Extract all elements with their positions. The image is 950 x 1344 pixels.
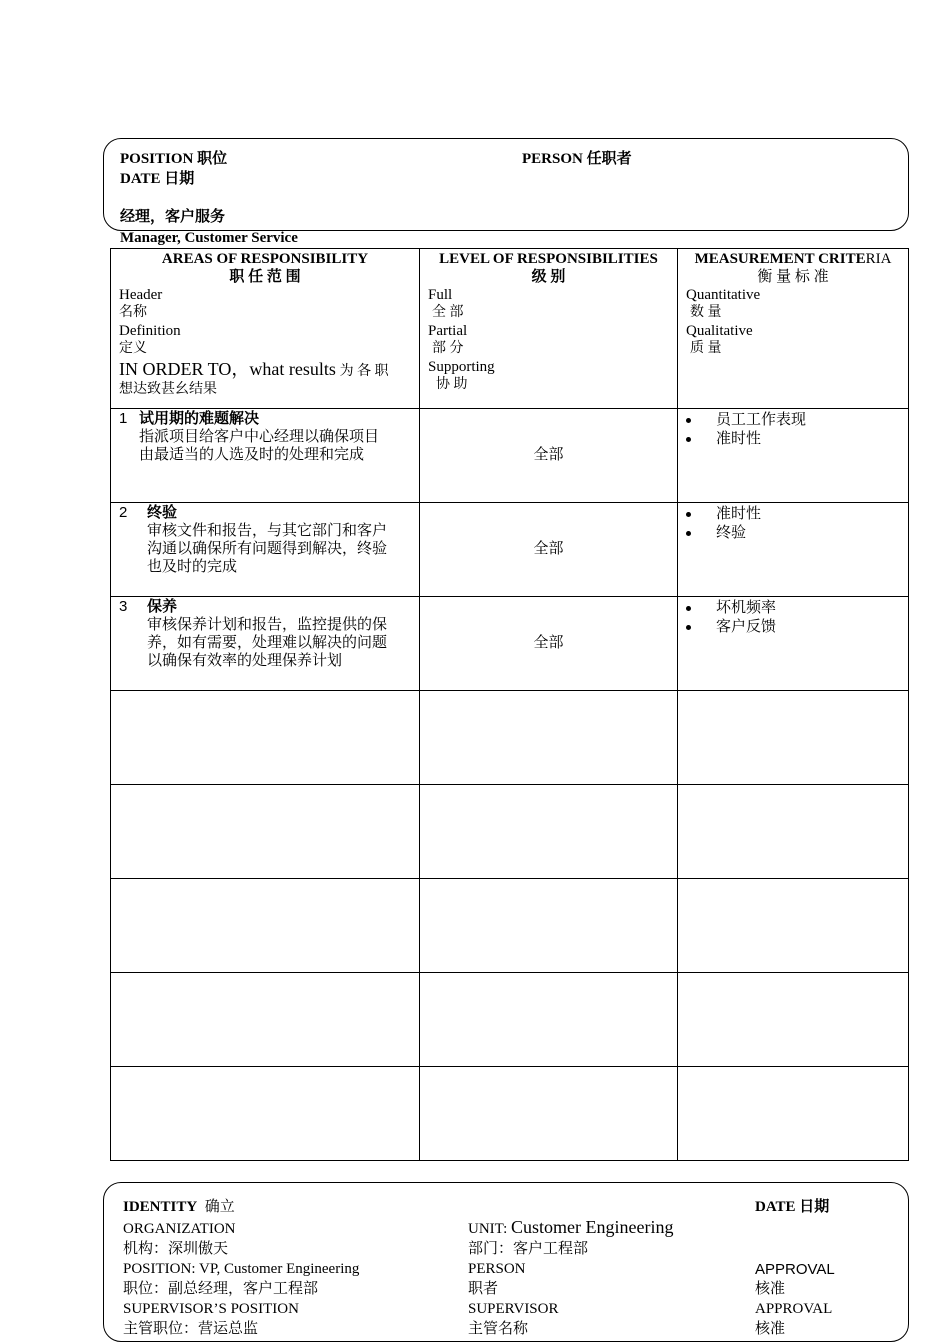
level-cell (420, 503, 678, 597)
empty-row (111, 973, 909, 1067)
table-header-row (111, 249, 909, 409)
criteria-text: 终验 (716, 525, 747, 541)
criteria-list (678, 597, 908, 637)
identity-label: IDENTITY (123, 1199, 198, 1215)
criteria-text: 准时性 (716, 431, 762, 447)
table-row (111, 503, 909, 597)
level-title-cn: 级 别 (531, 269, 566, 285)
bullet-icon (686, 625, 691, 630)
inorder-cn2: 想达致甚幺结果 (119, 382, 217, 397)
empty-row (111, 785, 909, 879)
item-desc-line: 审核保养计划和报告，监控提供的保 (147, 617, 388, 633)
date-label: DATE 日期 (120, 171, 195, 187)
criteria-text: 准时性 (716, 506, 762, 522)
approval-en: APPROVAL (755, 1261, 835, 1278)
areas-title-cn: 职 任 范 围 (229, 269, 301, 285)
identity-cn: 确立 (204, 1199, 235, 1215)
supporting-en: Supporting (428, 359, 495, 375)
inorder-line (119, 360, 411, 381)
item-title-text: 试用期的难题解决 (139, 411, 260, 427)
criteria-text: 坏机频率 (716, 600, 777, 616)
table-row (111, 597, 909, 691)
item-description (119, 522, 411, 576)
empty-cell (111, 785, 420, 879)
item-title-text: 终验 (147, 505, 178, 521)
header-cn: 名称 (119, 305, 147, 320)
empty-cell (678, 691, 909, 785)
criteria-text: 客户反馈 (716, 619, 777, 635)
footer-person-cn: 职者 (468, 1281, 499, 1297)
criteria-title-b: RIA (865, 251, 892, 267)
list-item (686, 430, 908, 449)
criteria-header-cell (678, 249, 909, 409)
partial-cn: 部 分 (432, 341, 464, 356)
level-value: 全部 (533, 541, 564, 557)
supervisor-position-en: SUPERVISOR’S POSITION (123, 1301, 299, 1317)
unit-value: Customer Engineering (511, 1217, 674, 1237)
definition-en: Definition (119, 323, 181, 339)
criteria-text: 员工工作表现 (716, 412, 807, 428)
responsibility-table (110, 248, 909, 1161)
item-number: 3 (119, 598, 128, 615)
bullet-icon (686, 437, 691, 442)
quantitative-cn: 数 量 (690, 305, 722, 320)
empty-cell (420, 973, 678, 1067)
bullet-icon (686, 418, 691, 423)
empty-cell (111, 973, 420, 1067)
empty-cell (678, 1067, 909, 1161)
footer-person-en: PERSON (468, 1261, 526, 1277)
item-description (119, 616, 411, 670)
list-item (686, 411, 908, 430)
item-description (119, 428, 411, 464)
inorder-cn1: 为 各 职 (339, 364, 389, 379)
item-desc-line: 指派项目给客户中心经理以确保项目 (139, 429, 380, 445)
areas-header-cell (111, 249, 420, 409)
areas-title-en: AREAS OF RESPONSIBILITY (161, 251, 369, 267)
area-cell (111, 503, 420, 597)
level-header-cell (420, 249, 678, 409)
item-title (119, 598, 411, 616)
area-cell (111, 409, 420, 503)
criteria-list (678, 503, 908, 543)
criteria-list (678, 409, 908, 449)
empty-cell (420, 879, 678, 973)
criteria-title-cn: 衡 量 标 准 (757, 269, 829, 285)
unit-cn: 部门：客户工程部 (468, 1241, 589, 1257)
unit-line (468, 1218, 673, 1239)
area-cell (111, 597, 420, 691)
bullet-icon (686, 512, 691, 517)
full-en: Full (428, 287, 453, 303)
list-item (686, 618, 908, 637)
footer-position-en: POSITION: VP, Customer Engineering (123, 1261, 360, 1277)
criteria-cell (678, 597, 909, 691)
criteria-cell (678, 503, 909, 597)
empty-row (111, 879, 909, 973)
empty-cell (420, 1067, 678, 1161)
header-en: Header (119, 287, 163, 303)
identity-line (123, 1198, 235, 1217)
unit-label: UNIT: (468, 1221, 511, 1237)
empty-cell (420, 785, 678, 879)
quantitative-en: Quantitative (686, 287, 761, 303)
empty-cell (678, 879, 909, 973)
empty-cell (111, 1067, 420, 1161)
item-desc-line: 养，如有需要，处理难以解决的问题 (147, 635, 388, 651)
level-value: 全部 (533, 635, 564, 651)
supporting-cn: 协 助 (436, 377, 468, 392)
empty-cell (111, 691, 420, 785)
qualitative-en: Qualitative (686, 323, 753, 339)
empty-row (111, 691, 909, 785)
item-desc-line: 由最适当的人选及时的处理和完成 (139, 447, 365, 463)
level-value: 全部 (533, 447, 564, 463)
approval-cn: 核准 (755, 1281, 786, 1297)
list-item (686, 599, 908, 618)
item-title (119, 504, 411, 522)
item-title (119, 410, 411, 428)
criteria-title-en (678, 250, 908, 268)
supervisor-cn: 主管名称 (468, 1321, 529, 1337)
item-desc-line: 沟通以确保所有问题得到解决，终验 (147, 541, 388, 557)
footer-position-cn: 职位：副总经理，客户工程部 (123, 1281, 319, 1297)
criteria-title-a: MEASUREMENT CRITE (694, 251, 866, 267)
definition-cn: 定义 (119, 341, 147, 356)
item-title-text: 保养 (147, 599, 178, 615)
list-item (686, 505, 908, 524)
position-label: POSITION 职位 (120, 151, 228, 167)
item-desc-line: 以确保有效率的处理保养计划 (147, 653, 343, 669)
table-row (111, 409, 909, 503)
empty-cell (678, 785, 909, 879)
organization-en: ORGANIZATION (123, 1221, 236, 1237)
level-cell (420, 409, 678, 503)
footer-date-label: DATE 日期 (755, 1199, 830, 1215)
person-label: PERSON 任职者 (522, 151, 632, 167)
item-desc-line: 审核文件和报告，与其它部门和客户 (147, 523, 388, 539)
empty-row (111, 1067, 909, 1161)
bullet-icon (686, 531, 691, 536)
item-desc-line: 也及时的完成 (147, 559, 238, 575)
level-title-en: LEVEL OF RESPONSIBILITIES (439, 251, 658, 267)
bullet-icon (686, 606, 691, 611)
full-cn: 全 部 (432, 305, 464, 320)
inorder-en: IN ORDER TO，what results (119, 359, 336, 379)
qualitative-cn: 质 量 (690, 341, 722, 356)
empty-cell (678, 973, 909, 1067)
position-title-cn: 经理，客户服务 (120, 209, 226, 225)
approval2-cn: 核准 (755, 1321, 786, 1337)
list-item (686, 524, 908, 543)
level-cell (420, 597, 678, 691)
partial-en: Partial (428, 323, 468, 339)
position-title-en: Manager, Customer Service (120, 230, 298, 246)
empty-cell (111, 879, 420, 973)
supervisor-position-cn: 主管职位：营运总监 (123, 1321, 259, 1337)
approval2-en: APPROVAL (755, 1301, 833, 1317)
supervisor-en: SUPERVISOR (468, 1301, 559, 1317)
item-number: 2 (119, 504, 128, 521)
item-number: 1 (119, 410, 128, 427)
empty-cell (420, 691, 678, 785)
organization-cn: 机构：深圳傲天 (123, 1241, 229, 1257)
criteria-cell (678, 409, 909, 503)
